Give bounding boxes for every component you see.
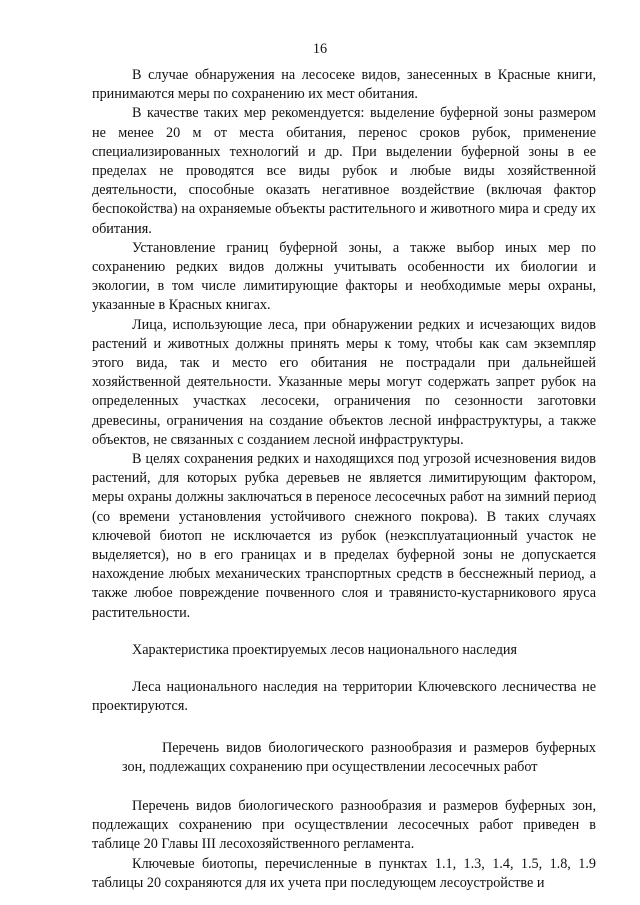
paragraph: В качестве таких мер рекомендуется: выделение буферной зоны размером не менее 20 м от места обитания, перенос сроков рубок, применение специализированных технологий и др. При выделении буферной зоны в ее пределах не проводятся все виды рубок и любые виды хозяйственной деятельности, способные оказать негативное воздействие (включая фактор беспокойства) на охраняемые объекты растительного и животного мира и среду их обитания. — [92, 105, 596, 237]
section-heading-national-heritage-forests: Характеристика проектируемых лесов национального наследия — [132, 641, 518, 658]
paragraph: Перечень видов биологического разнообразия и размеров буферных зон, подлежащих сохранению при осуществлении лесосечных работ приведен в таблице 20 Главы III лесохозяйственного регламента. — [92, 797, 596, 853]
section-heading-biodiversity-buffer-zones: Перечень видов биологического разнообразия и размеров буферных зон, подлежащих сохранению при осуществлении лесосечных работ — [122, 739, 596, 775]
page-number: 16 — [312, 41, 328, 57]
document-body — [92, 66, 596, 893]
paragraph: Леса национального наследия на территории Ключевского лесничества не проектируются. — [92, 679, 596, 715]
paragraph: Установление границ буферной зоны, а также выбор иных мер по сохранению редких видов должны учитывать особенности их биологии и экологии, в том числе лимитирующие факторы и необходимые меры охраны, указанные в Красных книгах. — [92, 239, 596, 314]
paragraph: В целях сохранения редких и находящихся под угрозой исчезновения видов растений, для которых рубка деревьев не является лимитирующим фактором, меры охраны должны заключаться в переносе лесосечных работ на зимний период (со времени установления устойчивого снежного покрова). В таких случаях ключевой биотоп не исключается из рубок (неэксплуатационный участок не выделяется), но в его границах и в пределах буферной зоны не допускается нахождение любых механических транспортных средств в бесснежный период, а также любое повреждение почвенного слоя и травянисто-кустарникового яруса растительности. — [92, 451, 596, 621]
paragraph: Лица, использующие леса, при обнаружении редких и исчезающих видов растений и животных должны принять меры к тому, чтобы как сам экземпляр этого вида, так и место его обитания не пострадали при дальнейшей хозяйственной деятельности. Указанные меры могут содержать запрет рубок на определенных участках лесосеки, ограничения по сезонности заготовки древесины, ограничения на создание объектов лесной инфраструктуры, а также объектов, не связанных с созданием лесной инфраструктуры. — [92, 316, 596, 448]
paragraph: Ключевые биотопы, перечисленные в пунктах 1.1, 1.3, 1.4, 1.5, 1.8, 1.9 таблицы 20 сохраняются для их учета при последующем лесоустройстве и — [92, 855, 596, 891]
paragraph: В случае обнаружения на лесосеке видов, занесенных в Красные книги, принимаются меры по сохранению их мест обитания. — [92, 67, 596, 103]
